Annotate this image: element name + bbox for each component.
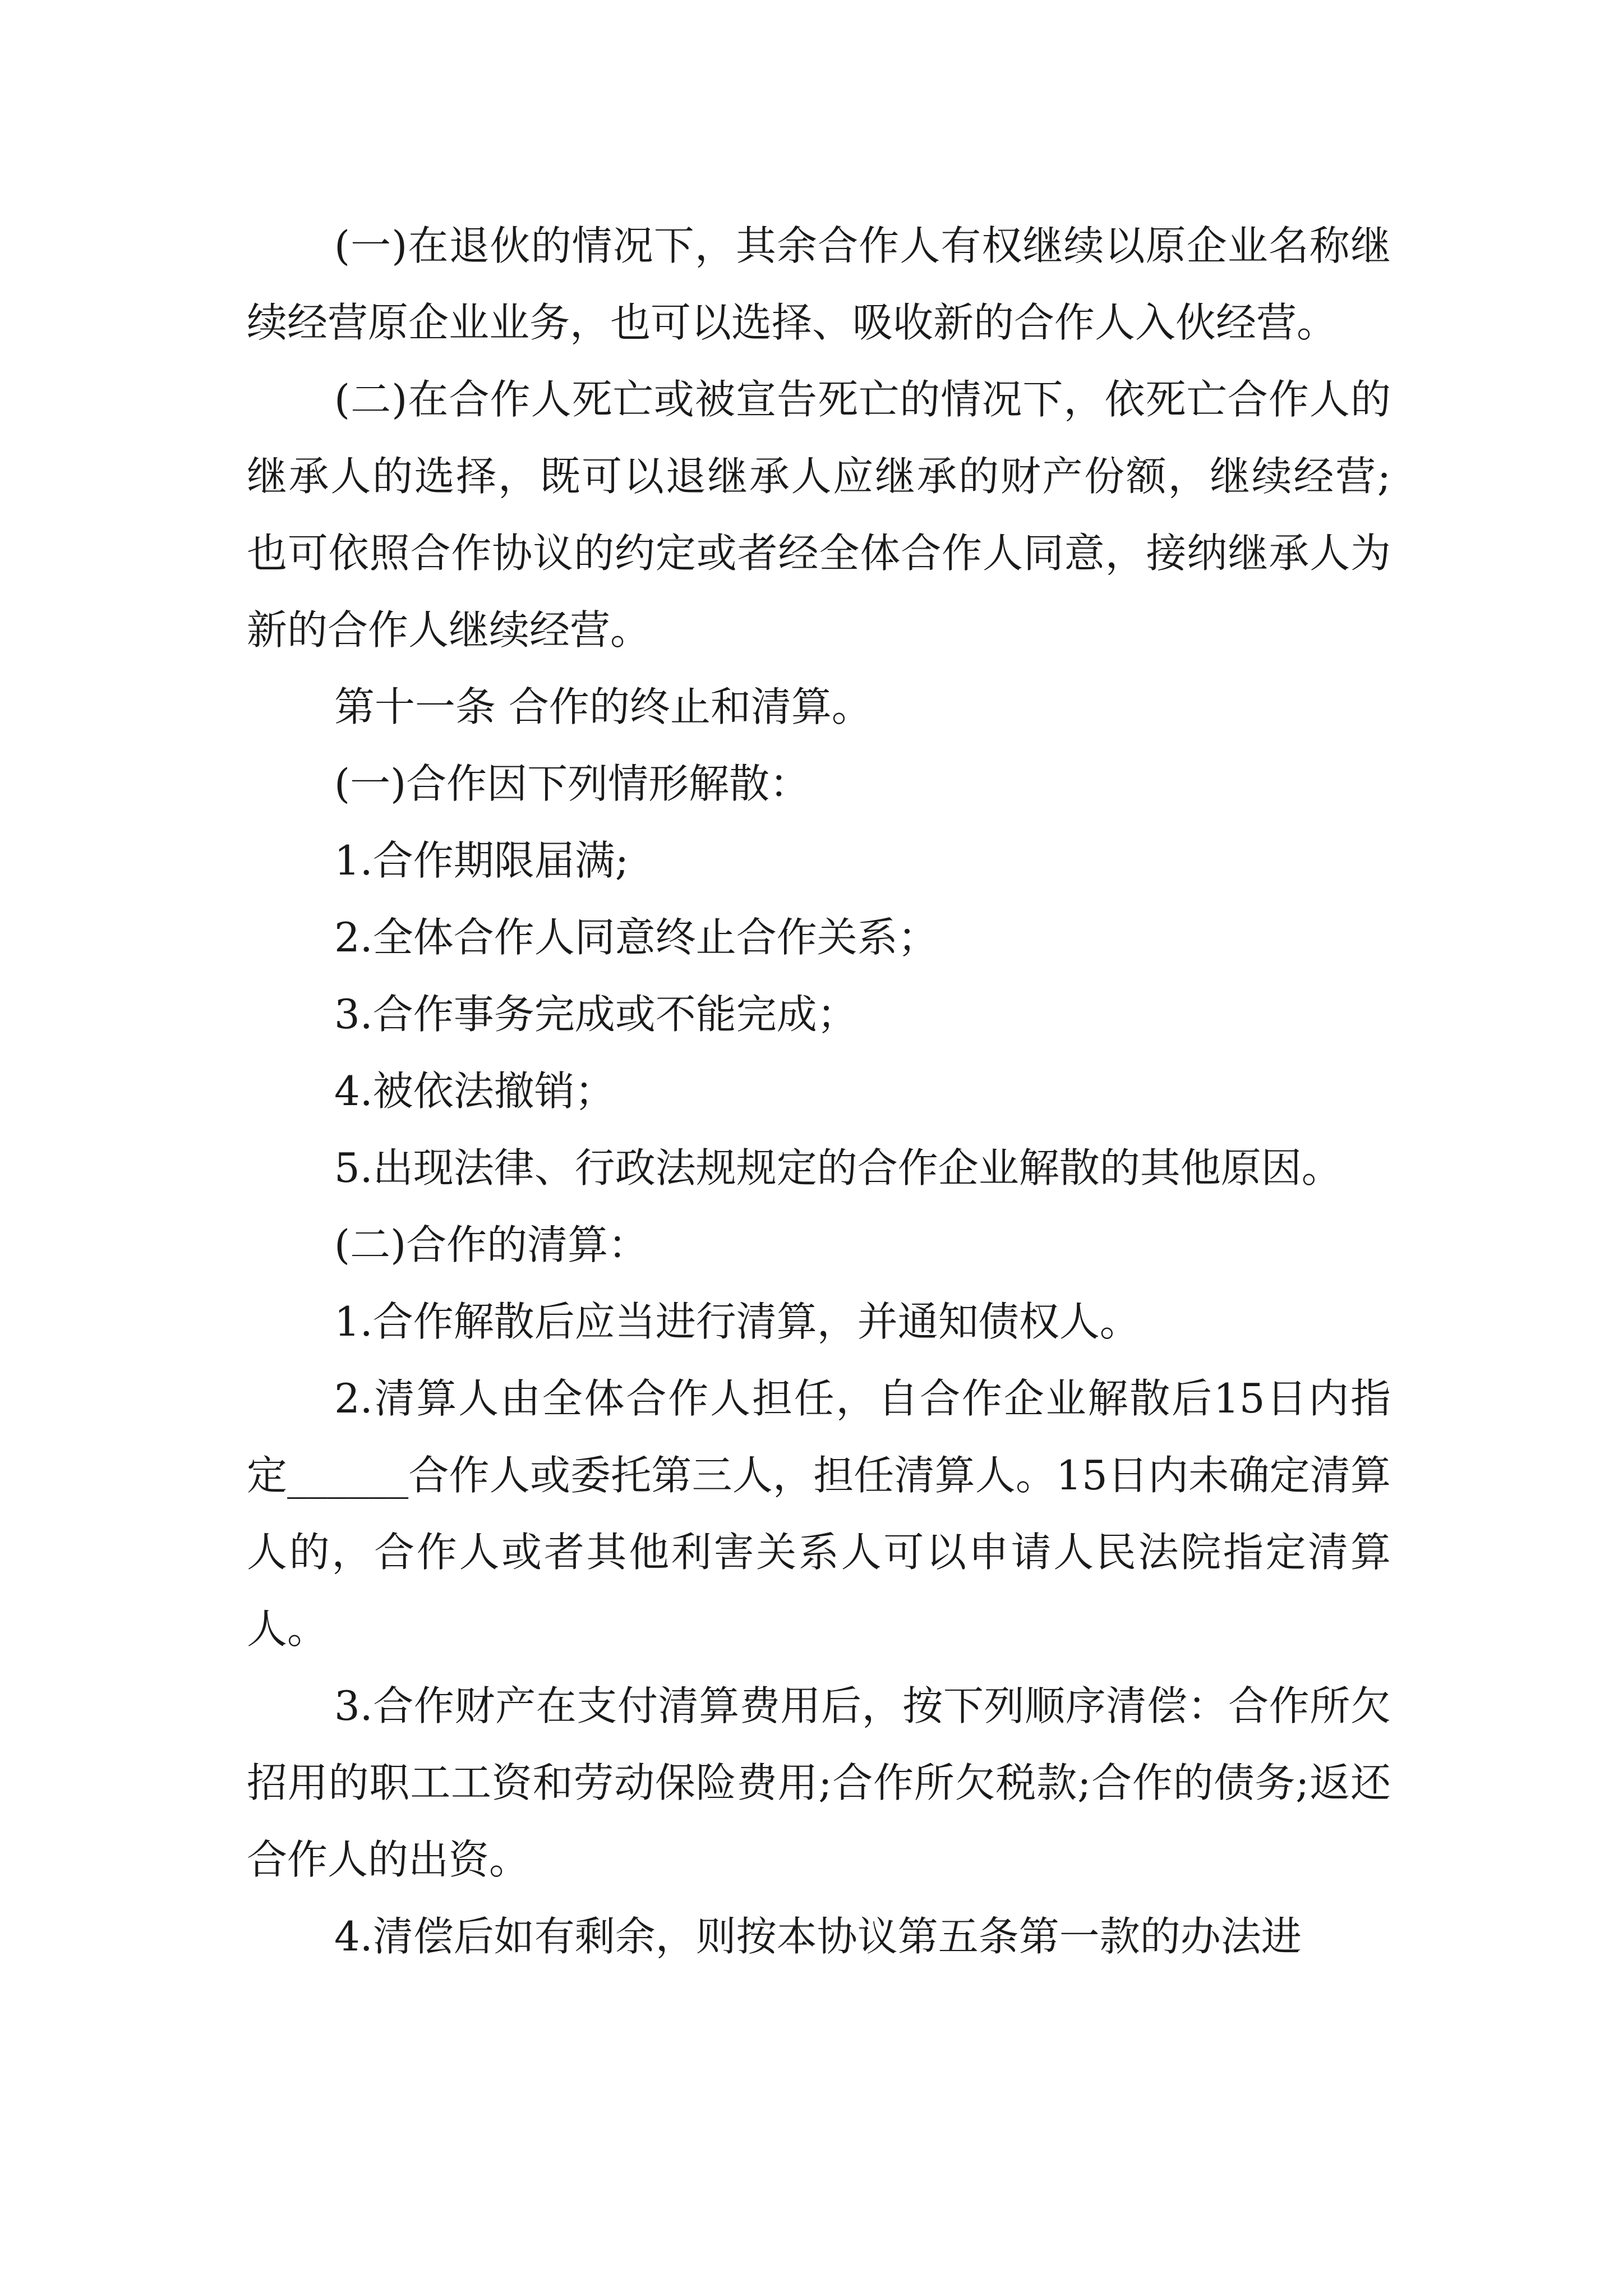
dissolution-item-5: 5.出现法律、行政法规规定的合作企业解散的其他原因。 [334,1144,1342,1191]
liquidation-item-2: 2.清算人由全体合作人担任，自合作企业解散后15日内指定______合作人或委托第三人，担任清算人。15日内未确定清算人的，合作人或者其他利害关系人可以申请人民法院指定清算人。 [247,1375,1391,1653]
dissolution-item-3: 3.合作事务完成或不能完成； [334,991,857,1038]
liquidation-item-4: 4.清偿后如有剩余，则按本协议第五条第一款的办法进 [334,1913,1302,1960]
liquidation-item-1: 1.合作解散后应当进行清算，并通知债权人。 [334,1298,1140,1345]
dissolution-item-4: 4.被依法撤销； [334,1068,615,1115]
paragraph-withdrawal: (一)在退伙的情况下，其余合作人有权继续以原企业名称继续经营原企业业务，也可以选择、吸收新的合作人入伙经营。 [247,222,1391,346]
article-11-heading: 第十一条 合作的终止和清算。 [334,683,872,730]
dissolution-heading: (一)合作因下列情形解散： [334,760,810,807]
paragraph-death-of-partner: (二)在合作人死亡或被宣告死亡的情况下，依死亡合作人的继承人的选择，既可以退继承人应继承的财产份额，继续经营;也可依照合作协议的约定或者经全体合作人同意，接纳继承人为新的合作人继续经营。 [247,376,1391,654]
document-body [247,208,1391,1975]
liquidation-heading: (二)合作的清算： [334,1221,649,1268]
dissolution-item-1: 1.合作期限届满; [334,837,629,884]
dissolution-item-2: 2.全体合作人同意终止合作关系； [334,914,938,961]
liquidation-item-3: 3.合作财产在支付清算费用后，按下列顺序清偿：合作所欠招用的职工工资和劳动保险费用;合作所欠税款;合作的债务;返还合作人的出资。 [247,1682,1391,1883]
